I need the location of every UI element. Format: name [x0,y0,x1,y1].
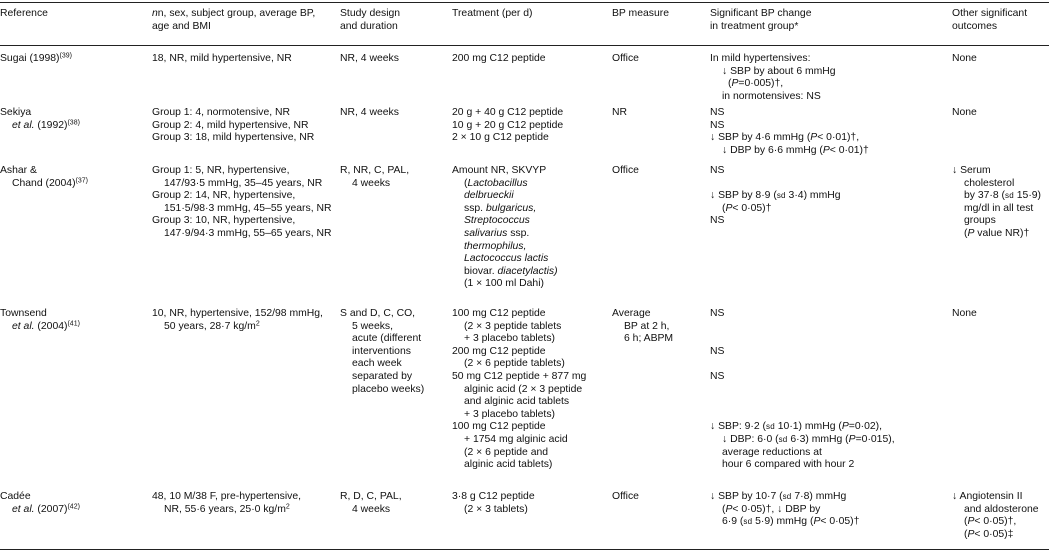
header-design: Study design and duration [340,8,401,32]
table-row: Sugai $(1998)^{(39)}$ [0,52,72,64]
row-treatment: 200 mg C12 peptide [452,53,546,64]
row-bp-change: ↓ SBP by 10·7 (sd 7·8) mmHg (P< 0·05)†, ↓ DBP by 6·9 (sd 5·9) mmHg (P< 0·05)† [710,491,860,528]
row-treatment: 20 g + 40 g C12 peptide 10 g + 20 g C12 peptide 2 × 10 g C12 peptide [452,107,564,144]
header-rule [0,45,1049,46]
row-design: R, NR, C, PAL, 4 weeks [340,165,410,189]
row-outcomes: ↓ Serum cholesterol by 37·8 (sd 15·9) mg/dl in all test groups (P value NR)† [952,165,1042,239]
bottom-rule [0,549,1049,550]
row-bp-change: NS NS NS ↓ SBP: 9·2 (sd 10·1) mmHg (P=0·02), ↓ DBP: 6·0 (sd 6·3) mmHg (P=0·015), average reductions at hour 6 compared with hour 2 [710,308,895,471]
row-bp-change: NS NS ↓ SBP by 4·6 mmHg (P< 0·01)†, ↓ DBP by 6·6 mmHg (P< 0·01)† [710,107,869,156]
row-bp-measure: Average BP at 2 h, 6 h; ABPM [612,308,674,345]
header-outcomes: Other significant outcomes [952,8,1028,32]
table-row: Ashar & Chand $(2004)^{(37)}$ [0,165,88,189]
header-subjects: nn, sex, subject group, average BP, age and BMI [152,8,316,32]
row-bp-change: NS ↓ SBP by 8·9 (sd 3·4) mmHg (P< 0·05)† NS [710,165,841,227]
row-bp-measure: Office [612,53,639,64]
row-design: NR, 4 weeks [340,53,399,64]
header-bp-measure: BP measure [612,8,669,19]
row-bp-measure: NR [612,107,628,118]
row-outcomes: None [952,308,977,319]
table-row: Cadée et al. $(2007)^{(42)}$ [0,491,80,515]
row-subjects: Group 1: 5, NR, hypertensive, 147/93·5 mmHg, 35–45 years, NR Group 2: 14, NR, hypertensive, 151·5/98·3 mmHg, 45–55 years, NR Group 3: 10, NR, hypertensive, 147·9/94·3 mmHg, 55–65 years, NR [152,165,332,239]
header-reference: Reference [0,8,48,19]
row-subjects: Group 1: 4, normotensive, NR Group 2: 4, mild hypertensive, NR Group 3: 18, mild hypertensive, NR [152,107,315,144]
row-treatment: 3·8 g C12 peptide (2 × 3 tablets) [452,491,535,515]
row-subjects: 48, 10 M/38 F, pre-hypertensive, NR, 55·6 years, 25·0 $kg/m^2$ [152,491,302,515]
row-design: NR, 4 weeks [340,107,399,118]
row-treatment: Amount NR, SKVYP (Lactobacillus delbrueckii ssp. bulgaricus, Streptococcus salivarius ssp. thermophilus, Lactococcus lactis biovar. diacetylactis) (1 × 100 ml Dahi) [452,165,558,290]
row-bp-measure: Office [612,491,639,502]
row-outcomes: None [952,107,977,118]
header-treatment: Treatment (per d) [452,8,533,19]
header-bp-change: Significant BP change in treatment group* [710,8,812,32]
row-subjects: 18, NR, mild hypertensive, NR [152,53,292,64]
row-design: R, D, C, PAL, 4 weeks [340,491,402,515]
row-treatment: 100 mg C12 peptide (2 × 3 peptide tablets + 3 placebo tablets) 200 mg C12 peptide (2 × 6 peptide tablets) 50 mg C12 peptide + 877 mg alginic acid (2 × 3 peptide and alginic acid tablets + 3 placebo tablets) 100 mg C12 peptide + 1754 mg alginic acid (2 × 6 peptide and alginic acid tablets) [452,308,587,471]
header-subjects-text: n, sex, subject group, average BP, [157,8,316,19]
row-bp-change: In mild hypertensives: ↓ SBP by about 6 mmHg (P=0·005)†, in normotensives: NS [710,53,836,102]
table-row: Townsend et al. $(2004)^{(41)}$ [0,308,80,332]
row-design: S and D, C, CO, 5 weeks, acute (different interventions each week separated by placebo weeks) [340,308,425,395]
row-bp-measure: Office [612,165,639,176]
table-row: Sekiya et al. $(1992)^{(38)}$ [0,107,80,131]
row-outcomes: None [952,53,977,64]
top-rule [0,2,1049,3]
row-outcomes: ↓ Angiotensin II and aldosterone (P< 0·05)†, (P< 0·05)‡ [952,491,1039,540]
row-subjects: 10, NR, hypertensive, 152/98 mmHg, 50 years, 28·7 $kg/m^2$ [152,308,323,332]
